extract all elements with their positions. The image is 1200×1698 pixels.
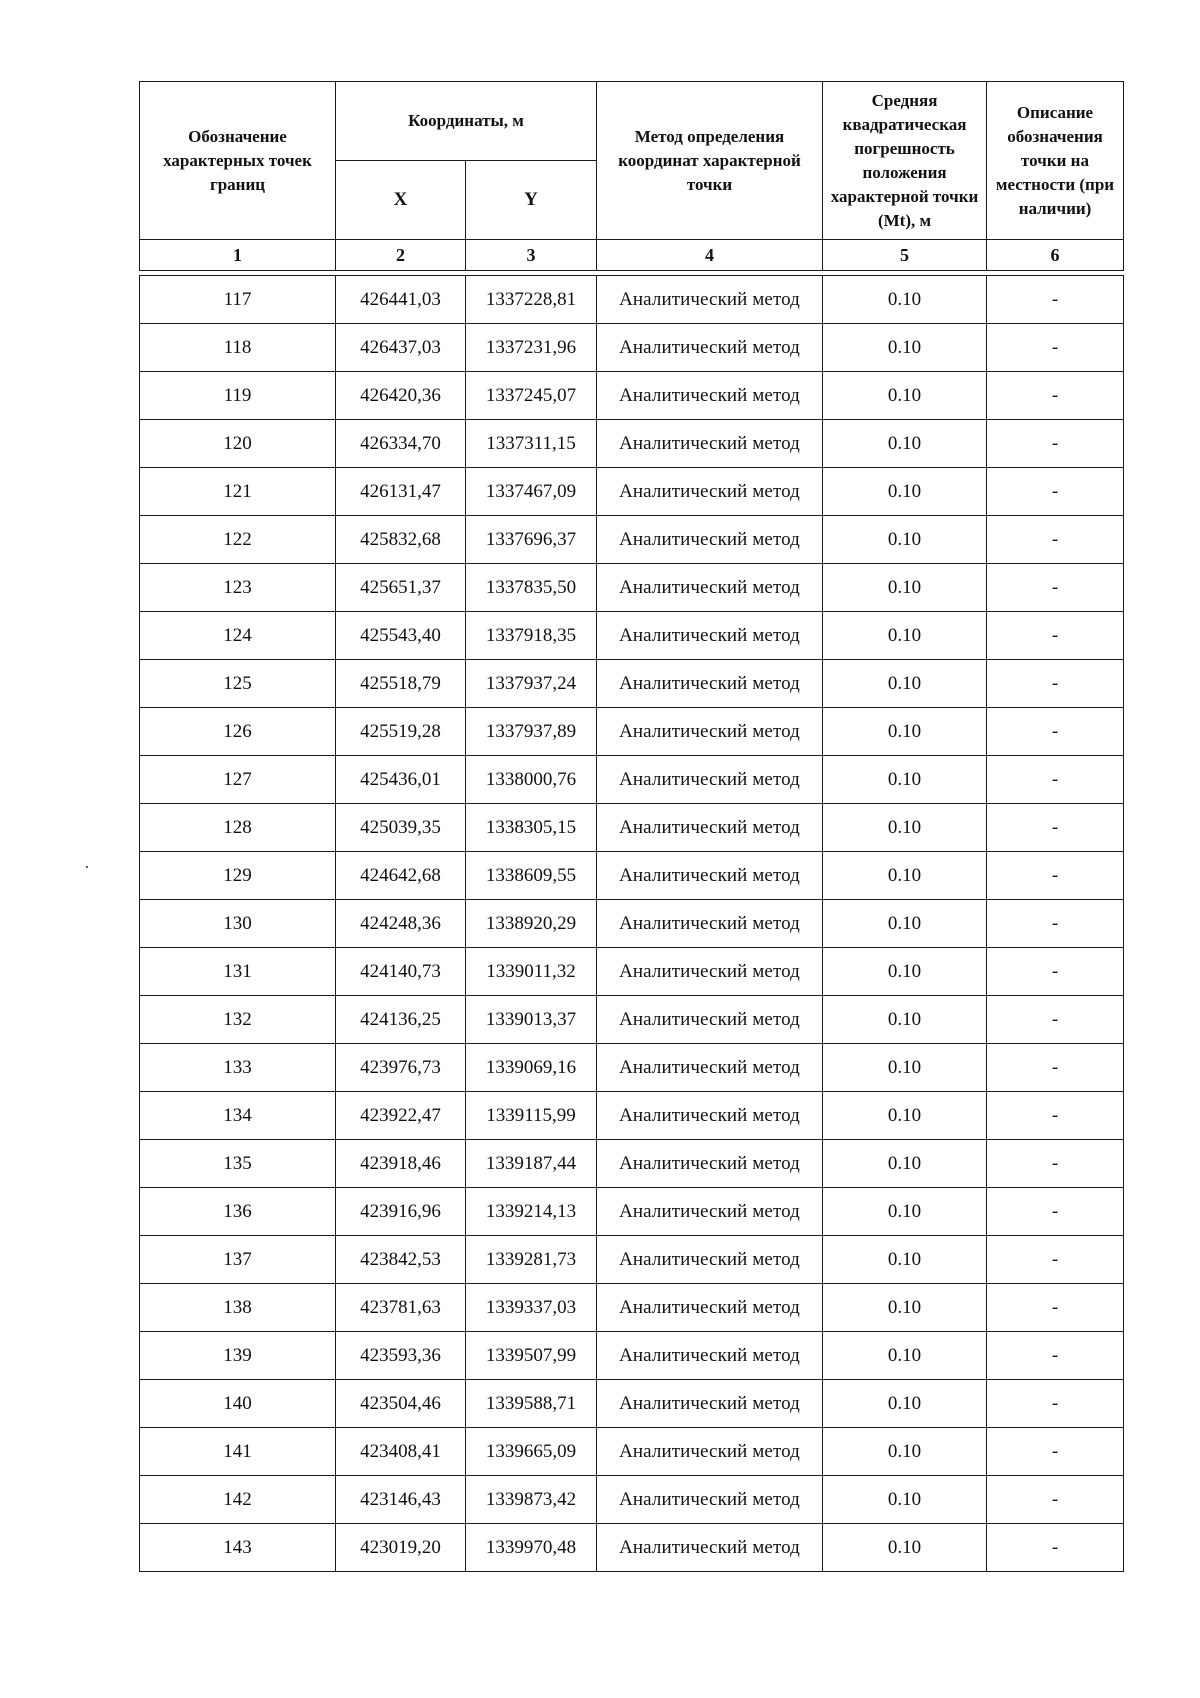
x-coordinate-cell: 426334,70	[336, 420, 466, 468]
header-description: Описание обозначения точки на местности (при наличии)	[987, 82, 1124, 240]
description-cell: -	[987, 516, 1124, 564]
x-coordinate-cell: 424136,25	[336, 996, 466, 1044]
column-number: 3	[466, 240, 597, 271]
point-id-cell: 124	[140, 612, 336, 660]
description-cell: -	[987, 1044, 1124, 1092]
x-coordinate-cell: 423976,73	[336, 1044, 466, 1092]
mean-error-cell: 0.10	[823, 1332, 987, 1380]
x-coordinate-cell: 423918,46	[336, 1140, 466, 1188]
x-coordinate-cell: 424642,68	[336, 852, 466, 900]
column-number: 2	[336, 240, 466, 271]
method-cell: Аналитический метод	[597, 1140, 823, 1188]
y-coordinate-cell: 1338609,55	[466, 852, 597, 900]
description-cell: -	[987, 852, 1124, 900]
mean-error-cell: 0.10	[823, 948, 987, 996]
point-id-cell: 122	[140, 516, 336, 564]
header-coordinates: Координаты, м	[336, 82, 597, 161]
point-id-cell: 129	[140, 852, 336, 900]
x-coordinate-cell: 423916,96	[336, 1188, 466, 1236]
mean-error-cell: 0.10	[823, 900, 987, 948]
table-row	[140, 516, 1124, 564]
table-row	[140, 420, 1124, 468]
table-row	[140, 852, 1124, 900]
description-cell: -	[987, 612, 1124, 660]
point-id-cell: 136	[140, 1188, 336, 1236]
x-coordinate-cell: 425651,37	[336, 564, 466, 612]
table-row	[140, 1380, 1124, 1428]
table-row	[140, 1332, 1124, 1380]
x-coordinate-cell: 423922,47	[336, 1092, 466, 1140]
x-coordinate-cell: 423408,41	[336, 1428, 466, 1476]
column-number: 6	[987, 240, 1124, 271]
description-cell: -	[987, 1476, 1124, 1524]
x-coordinate-cell: 425832,68	[336, 516, 466, 564]
description-cell: -	[987, 276, 1124, 324]
method-cell: Аналитический метод	[597, 1476, 823, 1524]
y-coordinate-cell: 1337231,96	[466, 324, 597, 372]
mean-error-cell: 0.10	[823, 1092, 987, 1140]
description-cell: -	[987, 660, 1124, 708]
description-cell: -	[987, 324, 1124, 372]
method-cell: Аналитический метод	[597, 708, 823, 756]
point-id-cell: 125	[140, 660, 336, 708]
y-coordinate-cell: 1339069,16	[466, 1044, 597, 1092]
x-coordinate-cell: 426420,36	[336, 372, 466, 420]
method-cell: Аналитический метод	[597, 420, 823, 468]
x-coordinate-cell: 425518,79	[336, 660, 466, 708]
description-cell: -	[987, 804, 1124, 852]
y-coordinate-cell: 1339214,13	[466, 1188, 597, 1236]
x-coordinate-cell: 423504,46	[336, 1380, 466, 1428]
mean-error-cell: 0.10	[823, 1284, 987, 1332]
point-id-cell: 123	[140, 564, 336, 612]
method-cell: Аналитический метод	[597, 468, 823, 516]
description-cell: -	[987, 948, 1124, 996]
method-cell: Аналитический метод	[597, 1236, 823, 1284]
description-cell: -	[987, 1524, 1124, 1572]
y-coordinate-cell: 1338305,15	[466, 804, 597, 852]
mean-error-cell: 0.10	[823, 996, 987, 1044]
x-coordinate-cell: 423019,20	[336, 1524, 466, 1572]
y-coordinate-cell: 1337245,07	[466, 372, 597, 420]
point-id-cell: 139	[140, 1332, 336, 1380]
point-id-cell: 119	[140, 372, 336, 420]
point-id-cell: 128	[140, 804, 336, 852]
table-row	[140, 1284, 1124, 1332]
column-number: 5	[823, 240, 987, 271]
table-row	[140, 756, 1124, 804]
table-row	[140, 612, 1124, 660]
x-coordinate-cell: 423593,36	[336, 1332, 466, 1380]
y-coordinate-cell: 1339187,44	[466, 1140, 597, 1188]
mean-error-cell: 0.10	[823, 324, 987, 372]
description-cell: -	[987, 996, 1124, 1044]
point-id-cell: 135	[140, 1140, 336, 1188]
point-id-cell: 120	[140, 420, 336, 468]
header-method: Метод определения координат характерной точки	[597, 82, 823, 240]
y-coordinate-cell: 1339337,03	[466, 1284, 597, 1332]
y-coordinate-cell: 1337835,50	[466, 564, 597, 612]
y-coordinate-cell: 1339011,32	[466, 948, 597, 996]
mean-error-cell: 0.10	[823, 1380, 987, 1428]
method-cell: Аналитический метод	[597, 1332, 823, 1380]
point-id-cell: 126	[140, 708, 336, 756]
point-id-cell: 137	[140, 1236, 336, 1284]
y-coordinate-cell: 1338000,76	[466, 756, 597, 804]
mean-error-cell: 0.10	[823, 420, 987, 468]
description-cell: -	[987, 1284, 1124, 1332]
table-row	[140, 1092, 1124, 1140]
method-cell: Аналитический метод	[597, 1428, 823, 1476]
x-coordinate-cell: 426441,03	[336, 276, 466, 324]
method-cell: Аналитический метод	[597, 660, 823, 708]
y-coordinate-cell: 1337467,09	[466, 468, 597, 516]
point-id-cell: 134	[140, 1092, 336, 1140]
table-row	[140, 708, 1124, 756]
x-coordinate-cell: 424140,73	[336, 948, 466, 996]
x-coordinate-cell: 424248,36	[336, 900, 466, 948]
mean-error-cell: 0.10	[823, 660, 987, 708]
method-cell: Аналитический метод	[597, 1092, 823, 1140]
column-number: 4	[597, 240, 823, 271]
scan-speck	[86, 866, 88, 868]
x-coordinate-cell: 425039,35	[336, 804, 466, 852]
method-cell: Аналитический метод	[597, 996, 823, 1044]
point-id-cell: 127	[140, 756, 336, 804]
table-row	[140, 1524, 1124, 1572]
y-coordinate-cell: 1339588,71	[466, 1380, 597, 1428]
mean-error-cell: 0.10	[823, 756, 987, 804]
method-cell: Аналитический метод	[597, 1188, 823, 1236]
method-cell: Аналитический метод	[597, 900, 823, 948]
table-row	[140, 900, 1124, 948]
table-row	[140, 1140, 1124, 1188]
mean-error-cell: 0.10	[823, 468, 987, 516]
y-coordinate-cell: 1337696,37	[466, 516, 597, 564]
table-row	[140, 1236, 1124, 1284]
method-cell: Аналитический метод	[597, 1284, 823, 1332]
point-id-cell: 138	[140, 1284, 336, 1332]
point-id-cell: 132	[140, 996, 336, 1044]
x-coordinate-cell: 426131,47	[336, 468, 466, 516]
mean-error-cell: 0.10	[823, 1524, 987, 1572]
mean-error-cell: 0.10	[823, 1428, 987, 1476]
table-row	[140, 1044, 1124, 1092]
mean-error-cell: 0.10	[823, 516, 987, 564]
method-cell: Аналитический метод	[597, 1044, 823, 1092]
mean-error-cell: 0.10	[823, 1140, 987, 1188]
x-coordinate-cell: 425519,28	[336, 708, 466, 756]
y-coordinate-cell: 1339873,42	[466, 1476, 597, 1524]
x-coordinate-cell: 423146,43	[336, 1476, 466, 1524]
x-coordinate-cell: 423842,53	[336, 1236, 466, 1284]
x-coordinate-cell: 425436,01	[336, 756, 466, 804]
table-row	[140, 564, 1124, 612]
point-id-cell: 118	[140, 324, 336, 372]
method-cell: Аналитический метод	[597, 852, 823, 900]
point-id-cell: 117	[140, 276, 336, 324]
description-cell: -	[987, 756, 1124, 804]
mean-error-cell: 0.10	[823, 1044, 987, 1092]
table-row	[140, 1188, 1124, 1236]
y-coordinate-cell: 1339115,99	[466, 1092, 597, 1140]
header-x: X	[336, 161, 466, 240]
table-body	[140, 276, 1124, 1572]
description-cell: -	[987, 468, 1124, 516]
table-row	[140, 468, 1124, 516]
y-coordinate-cell: 1338920,29	[466, 900, 597, 948]
mean-error-cell: 0.10	[823, 276, 987, 324]
y-coordinate-cell: 1337311,15	[466, 420, 597, 468]
point-id-cell: 133	[140, 1044, 336, 1092]
table-header	[140, 82, 1124, 276]
header-point-designation: Обозначение характерных точек границ	[140, 82, 336, 240]
mean-error-cell: 0.10	[823, 1236, 987, 1284]
mean-error-cell: 0.10	[823, 1476, 987, 1524]
method-cell: Аналитический метод	[597, 948, 823, 996]
point-id-cell: 121	[140, 468, 336, 516]
table-row	[140, 1476, 1124, 1524]
point-id-cell: 142	[140, 1476, 336, 1524]
y-coordinate-cell: 1339970,48	[466, 1524, 597, 1572]
table-row	[140, 948, 1124, 996]
description-cell: -	[987, 1380, 1124, 1428]
point-id-cell: 143	[140, 1524, 336, 1572]
y-coordinate-cell: 1339013,37	[466, 996, 597, 1044]
description-cell: -	[987, 1236, 1124, 1284]
table-row	[140, 996, 1124, 1044]
header-y: Y	[466, 161, 597, 240]
method-cell: Аналитический метод	[597, 756, 823, 804]
method-cell: Аналитический метод	[597, 324, 823, 372]
method-cell: Аналитический метод	[597, 564, 823, 612]
mean-error-cell: 0.10	[823, 564, 987, 612]
y-coordinate-cell: 1339665,09	[466, 1428, 597, 1476]
table-row	[140, 1428, 1124, 1476]
x-coordinate-cell: 423781,63	[336, 1284, 466, 1332]
table-row	[140, 372, 1124, 420]
description-cell: -	[987, 1140, 1124, 1188]
description-cell: -	[987, 420, 1124, 468]
column-number: 1	[140, 240, 336, 271]
description-cell: -	[987, 1092, 1124, 1140]
method-cell: Аналитический метод	[597, 1524, 823, 1572]
mean-error-cell: 0.10	[823, 1188, 987, 1236]
table-row	[140, 324, 1124, 372]
y-coordinate-cell: 1337918,35	[466, 612, 597, 660]
description-cell: -	[987, 564, 1124, 612]
method-cell: Аналитический метод	[597, 276, 823, 324]
method-cell: Аналитический метод	[597, 1380, 823, 1428]
point-id-cell: 131	[140, 948, 336, 996]
header-mean-square-error: Средняя квадратическая погрешность положения характерной точки (Mt), м	[823, 82, 987, 240]
y-coordinate-cell: 1337937,24	[466, 660, 597, 708]
mean-error-cell: 0.10	[823, 372, 987, 420]
description-cell: -	[987, 1188, 1124, 1236]
point-id-cell: 140	[140, 1380, 336, 1428]
method-cell: Аналитический метод	[597, 516, 823, 564]
method-cell: Аналитический метод	[597, 372, 823, 420]
mean-error-cell: 0.10	[823, 708, 987, 756]
x-coordinate-cell: 426437,03	[336, 324, 466, 372]
x-coordinate-cell: 425543,40	[336, 612, 466, 660]
table-row	[140, 660, 1124, 708]
y-coordinate-cell: 1337937,89	[466, 708, 597, 756]
table-row	[140, 804, 1124, 852]
mean-error-cell: 0.10	[823, 852, 987, 900]
point-id-cell: 130	[140, 900, 336, 948]
column-numbers-row	[140, 240, 1124, 271]
description-cell: -	[987, 1332, 1124, 1380]
boundary-points-table	[139, 81, 1124, 1572]
y-coordinate-cell: 1339507,99	[466, 1332, 597, 1380]
description-cell: -	[987, 1428, 1124, 1476]
table-row	[140, 276, 1124, 324]
mean-error-cell: 0.10	[823, 804, 987, 852]
y-coordinate-cell: 1337228,81	[466, 276, 597, 324]
method-cell: Аналитический метод	[597, 612, 823, 660]
description-cell: -	[987, 372, 1124, 420]
description-cell: -	[987, 708, 1124, 756]
mean-error-cell: 0.10	[823, 612, 987, 660]
y-coordinate-cell: 1339281,73	[466, 1236, 597, 1284]
description-cell: -	[987, 900, 1124, 948]
point-id-cell: 141	[140, 1428, 336, 1476]
method-cell: Аналитический метод	[597, 804, 823, 852]
